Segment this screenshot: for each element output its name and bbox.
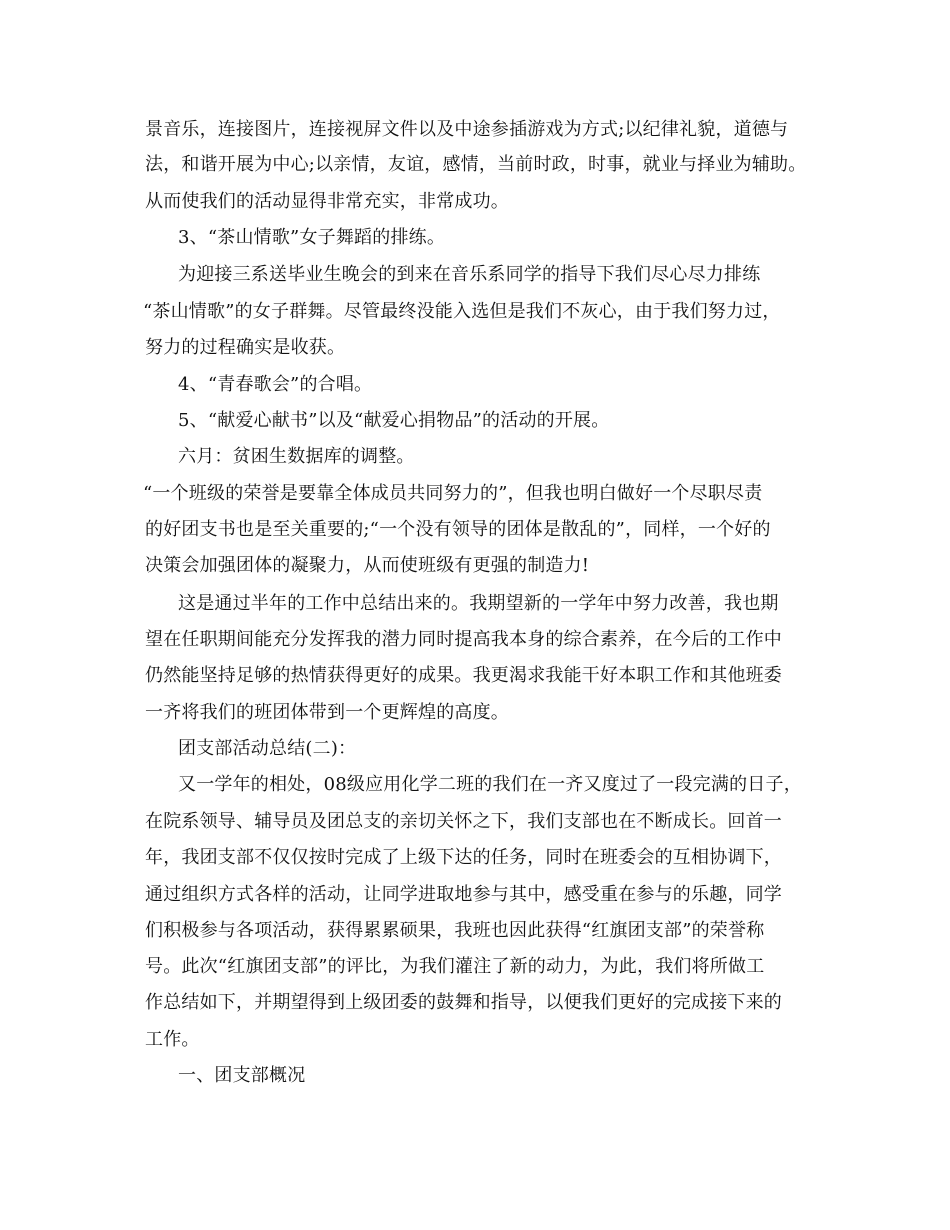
paragraph-line: 的好团支书也是至关重要的;“一个没有领导的团体是散乱的”，同样，一个好的 [145,519,771,540]
paragraph-line: 一齐将我们的班团体带到一个更辉煌的高度。 [145,702,509,723]
paragraph-line: “茶山情歌”的女子群舞。尽管最终没能入选但是我们不灰心，由于我们努力过， [143,301,781,322]
paragraph-line: 法，和谐开展为中心;以亲情，友谊，感情，当前时政，时事，就业与择业为辅助。 [145,154,807,175]
section-heading: 一、团支部概况 [178,1065,306,1086]
paragraph-line: 仍然能坚持足够的热情获得更好的成果。我更渴求我能干好本职工作和其他班委 [145,665,782,686]
section-heading: 4、“青春歌会”的合唱。 [178,374,373,395]
paragraph-line: 努力的过程确实是收获。 [145,337,346,358]
paragraph-line: “一个班级的荣誉是要靠全体成员共同努力的”，但我也明白做好一个尽职尽责 [143,483,763,504]
paragraph-line: 作总结如下，并期望得到上级团委的鼓舞和指导，以便我们更好的完成接下来的 [145,992,782,1013]
paragraph-line: 为迎接三系送毕业生晚会的到来在音乐系同学的指导下我们尽心尽力排练 [178,264,761,285]
paragraph-line: 又一学年的相处，08级应用化学二班的我们在一齐又度过了一段完满的日子， [178,774,802,795]
paragraph-line: 望在任职期间能充分发挥我的潜力同时提高我本身的综合素养，在今后的工作中 [145,629,782,650]
paragraph-line: 这是通过半年的工作中总结出来的。我期望新的一学年中努力改善，我也期 [178,593,779,614]
section-heading: 六月：贫困生数据库的调整。 [178,446,415,467]
paragraph-line: 工作。 [145,1029,200,1050]
paragraph-line: 们积极参与各项活动，获得累累硕果，我班也因此获得“红旗团支部”的荣誉称 [145,920,765,941]
paragraph-line: 年，我团支部不仅仅按时完成了上级下达的任务，同时在班委会的互相协调下， [145,847,782,868]
paragraph-line: 决策会加强团体的凝聚力，从而使班级有更强的制造力! [145,555,590,576]
section-heading: 团支部活动总结(二)： [178,738,357,759]
paragraph-line: 从而使我们的活动显得非常充实，非常成功。 [145,191,509,212]
section-heading: 3、“茶山情歌”女子舞蹈的排练。 [178,227,446,248]
paragraph-line: 号。此次“红旗团支部”的评比，为我们灌注了新的动力，为此，我们将所做工 [145,956,765,977]
section-heading: 5、“献爱心献书”以及“献爱心捐物品”的活动的开展。 [178,410,610,431]
paragraph-line: 通过组织方式各样的活动，让同学进取地参与其中，感受重在参与的乐趣，同学 [145,884,782,905]
paragraph-line: 在院系领导、辅导员及团总支的亲切关怀之下，我们支部也在不断成长。回首一 [145,811,782,832]
paragraph-line: 景音乐，连接图片，连接视屏文件以及中途参插游戏为方式;以纪律礼貌，道德与 [145,119,789,140]
